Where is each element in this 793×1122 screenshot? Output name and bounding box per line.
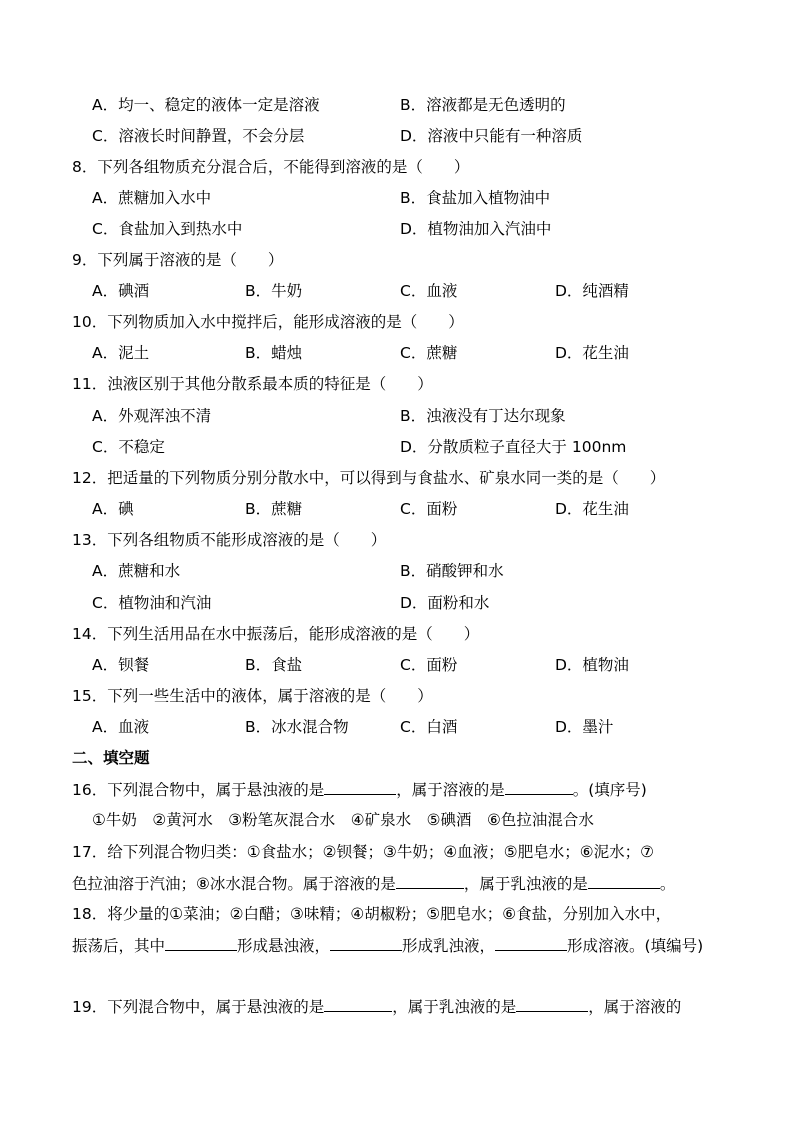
- q13-stem: 13．下列各组物质不能形成溶液的是（ ）: [72, 531, 387, 549]
- q17-blank-emulsion[interactable]: [588, 870, 660, 889]
- q19-stem-part2: ，属于乳浊液的是: [392, 998, 517, 1016]
- q8-option-d: D．植物油加入汽油中: [400, 220, 552, 238]
- q19-stem: [72, 993, 681, 1019]
- q18-line2: [72, 932, 703, 958]
- q10-option-b: B．蜡烛: [245, 344, 303, 362]
- q13-option-a: A．蔗糖和水: [92, 562, 181, 580]
- q15-option-a: A．血液: [92, 718, 150, 736]
- q17-line2-part3: 。: [659, 875, 676, 893]
- q14-option-b: B．食盐: [245, 656, 303, 674]
- q18-blank-emulsion[interactable]: [330, 932, 402, 951]
- q15-option-c: C．白酒: [400, 718, 458, 736]
- q17-line1: 17．给下列混合物归类：①食盐水；②钡餐；③牛奶；④血液；⑤肥皂水；⑥泥水；⑦: [72, 843, 654, 861]
- q14-option-a: A．钡餐: [92, 656, 150, 674]
- q14-stem: 14．下列生活用品在水中振荡后，能形成溶液的是（ ）: [72, 625, 480, 643]
- q9-option-c: C．血液: [400, 282, 458, 300]
- q15-option-b: B．冰水混合物: [245, 718, 349, 736]
- q16-blank-solution[interactable]: [505, 776, 573, 795]
- q18-blank-solution[interactable]: [495, 932, 567, 951]
- q10-option-d: D．花生油: [555, 344, 629, 362]
- q18-line1: 18．将少量的①菜油；②白醋；③味精；④胡椒粉；⑤肥皂水；⑥食盐，分别加入水中，: [72, 905, 672, 923]
- q11-option-b: B．浊液没有丁达尔现象: [400, 407, 566, 425]
- q11-stem: 11．浊液区别于其他分散系最本质的特征是（ ）: [72, 375, 433, 393]
- q10-stem: 10．下列物质加入水中搅拌后，能形成溶液的是（ ）: [72, 313, 464, 331]
- q8-option-b: B．食盐加入植物油中: [400, 189, 551, 207]
- q15-option-d: D．墨汁: [555, 718, 614, 736]
- q18-line2-part2: 形成悬浊液，: [237, 937, 331, 955]
- q11-option-c: C．不稳定: [92, 438, 165, 456]
- q13-option-c: C．植物油和汽油: [92, 594, 212, 612]
- q10-option-c: C．蔗糖: [400, 344, 458, 362]
- q7-option-a: A．均一、稳定的液体一定是溶液: [92, 96, 320, 114]
- q12-option-a: A．碘: [92, 500, 134, 518]
- q7-option-b: B．溶液都是无色透明的: [400, 96, 566, 114]
- q18-line2-part3: 形成乳浊液，: [402, 937, 496, 955]
- q16-blank-suspension[interactable]: [324, 776, 396, 795]
- q12-option-c: C．面粉: [400, 500, 458, 518]
- q7-option-c: C．溶液长时间静置，不会分层: [92, 127, 305, 145]
- q17-blank-solution[interactable]: [396, 870, 464, 889]
- q18-line2-part1: 振荡后，其中: [72, 937, 166, 955]
- q19-stem-part1: 19．下列混合物中，属于悬浊液的是: [72, 998, 325, 1016]
- q16-items: ①牛奶 ②黄河水 ③粉笔灰混合水 ④矿泉水 ⑤碘酒 ⑥色拉油混合水: [92, 811, 594, 829]
- section-title-fill-in: 二、填空题: [72, 749, 150, 767]
- q14-option-d: D．植物油: [555, 656, 629, 674]
- q19-stem-part3: ，属于溶液的: [588, 998, 682, 1016]
- q17-line2: [72, 870, 675, 896]
- q11-option-d: D．分散质粒子直径大于 100nm: [400, 438, 627, 456]
- q11-option-a: A．外观浑浊不清: [92, 407, 212, 425]
- q18-line2-part4: 形成溶液。(填编号): [567, 937, 704, 955]
- q12-stem: 12．把适量的下列物质分别分散水中，可以得到与食盐水、矿泉水同一类的是（ ）: [72, 469, 666, 487]
- q17-line2-part1: 色拉油溶于汽油；⑧冰水混合物。属于溶液的是: [72, 875, 396, 893]
- q9-stem: 9．下列属于溶液的是（ ）: [72, 251, 284, 269]
- q7-option-d: D．溶液中只能有一种溶质: [400, 127, 583, 145]
- q19-blank-suspension[interactable]: [324, 993, 392, 1012]
- q15-stem: 15．下列一些生活中的液体，属于溶液的是（ ）: [72, 687, 433, 705]
- q10-option-a: A．泥土: [92, 344, 150, 362]
- q9-option-b: B．牛奶: [245, 282, 303, 300]
- q12-option-d: D．花生油: [555, 500, 629, 518]
- q8-option-c: C．食盐加入到热水中: [92, 220, 243, 238]
- q8-stem: 8．下列各组物质充分混合后，不能得到溶液的是（ ）: [72, 158, 470, 176]
- q16-stem-part1: 16．下列混合物中，属于悬浊液的是: [72, 781, 325, 799]
- q16-stem-part3: 。(填序号): [572, 781, 647, 799]
- q8-option-a: A．蔗糖加入水中: [92, 189, 212, 207]
- q13-option-d: D．面粉和水: [400, 594, 490, 612]
- q9-option-a: A．碘酒: [92, 282, 150, 300]
- q17-line2-part2: ，属于乳浊液的是: [463, 875, 588, 893]
- q16-stem-part2: ，属于溶液的是: [396, 781, 505, 799]
- q14-option-c: C．面粉: [400, 656, 458, 674]
- q18-blank-suspension[interactable]: [165, 932, 237, 951]
- q9-option-d: D．纯酒精: [555, 282, 629, 300]
- q13-option-b: B．硝酸钾和水: [400, 562, 504, 580]
- q16-stem: [72, 776, 647, 802]
- q12-option-b: B．蔗糖: [245, 500, 303, 518]
- q19-blank-emulsion[interactable]: [516, 993, 588, 1012]
